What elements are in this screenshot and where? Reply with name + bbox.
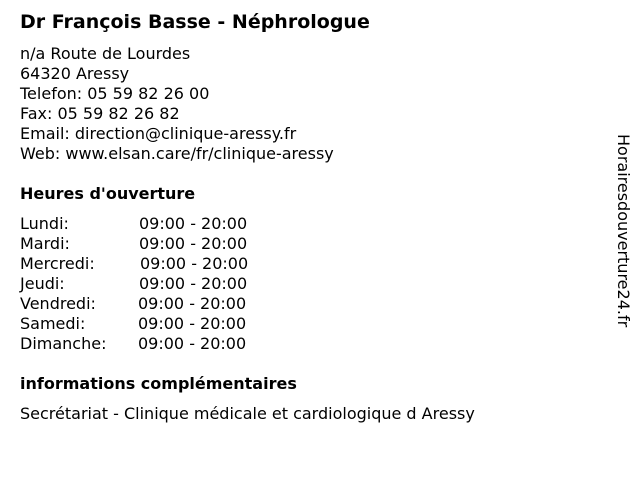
hours-row-monday	[20, 214, 280, 234]
hours-row-saturday	[20, 314, 280, 334]
site-watermark	[612, 134, 634, 370]
contact-block	[20, 44, 334, 164]
day-label: Mardi:	[20, 234, 70, 253]
day-label: Mercredi:	[20, 254, 95, 273]
website-address: Web: www.elsan.care/fr/clinique-aressy	[20, 144, 334, 163]
opening-hours-heading: Heures d'ouverture	[20, 184, 196, 203]
day-label: Jeudi:	[20, 274, 65, 293]
time-range: 09:00 - 20:00	[139, 274, 248, 293]
watermark-text: Horairesdouverture24.fr	[614, 134, 633, 328]
additional-info-heading: informations complémentaires	[20, 374, 297, 393]
hours-row-sunday	[20, 334, 280, 354]
additional-info-text: Secrétariat - Clinique médicale et cardiologique d Aressy	[20, 404, 475, 423]
hours-row-wednesday	[20, 254, 280, 274]
day-label: Vendredi:	[20, 294, 96, 313]
hours-row-tuesday	[20, 234, 280, 254]
phone-number: Telefon: 05 59 82 26 00	[20, 84, 210, 103]
fax-number: Fax: 05 59 82 26 82	[20, 104, 180, 123]
opening-hours-table	[20, 214, 280, 354]
time-range: 09:00 - 20:00	[138, 334, 247, 353]
hours-row-thursday	[20, 274, 280, 294]
time-range: 09:00 - 20:00	[138, 314, 247, 333]
page-title: Dr François Basse - Néphrologue	[20, 11, 370, 33]
address-street: n/a Route de Lourdes	[20, 44, 191, 63]
email-address: Email: direction@clinique-aressy.fr	[20, 124, 297, 143]
time-range: 09:00 - 20:00	[139, 214, 248, 233]
day-label: Lundi:	[20, 214, 69, 233]
day-label: Dimanche:	[20, 334, 107, 353]
time-range: 09:00 - 20:00	[140, 254, 249, 273]
hours-row-friday	[20, 294, 280, 314]
time-range: 09:00 - 20:00	[139, 234, 248, 253]
day-label: Samedi:	[20, 314, 86, 333]
time-range: 09:00 - 20:00	[138, 294, 247, 313]
address-city: 64320 Aressy	[20, 64, 130, 83]
